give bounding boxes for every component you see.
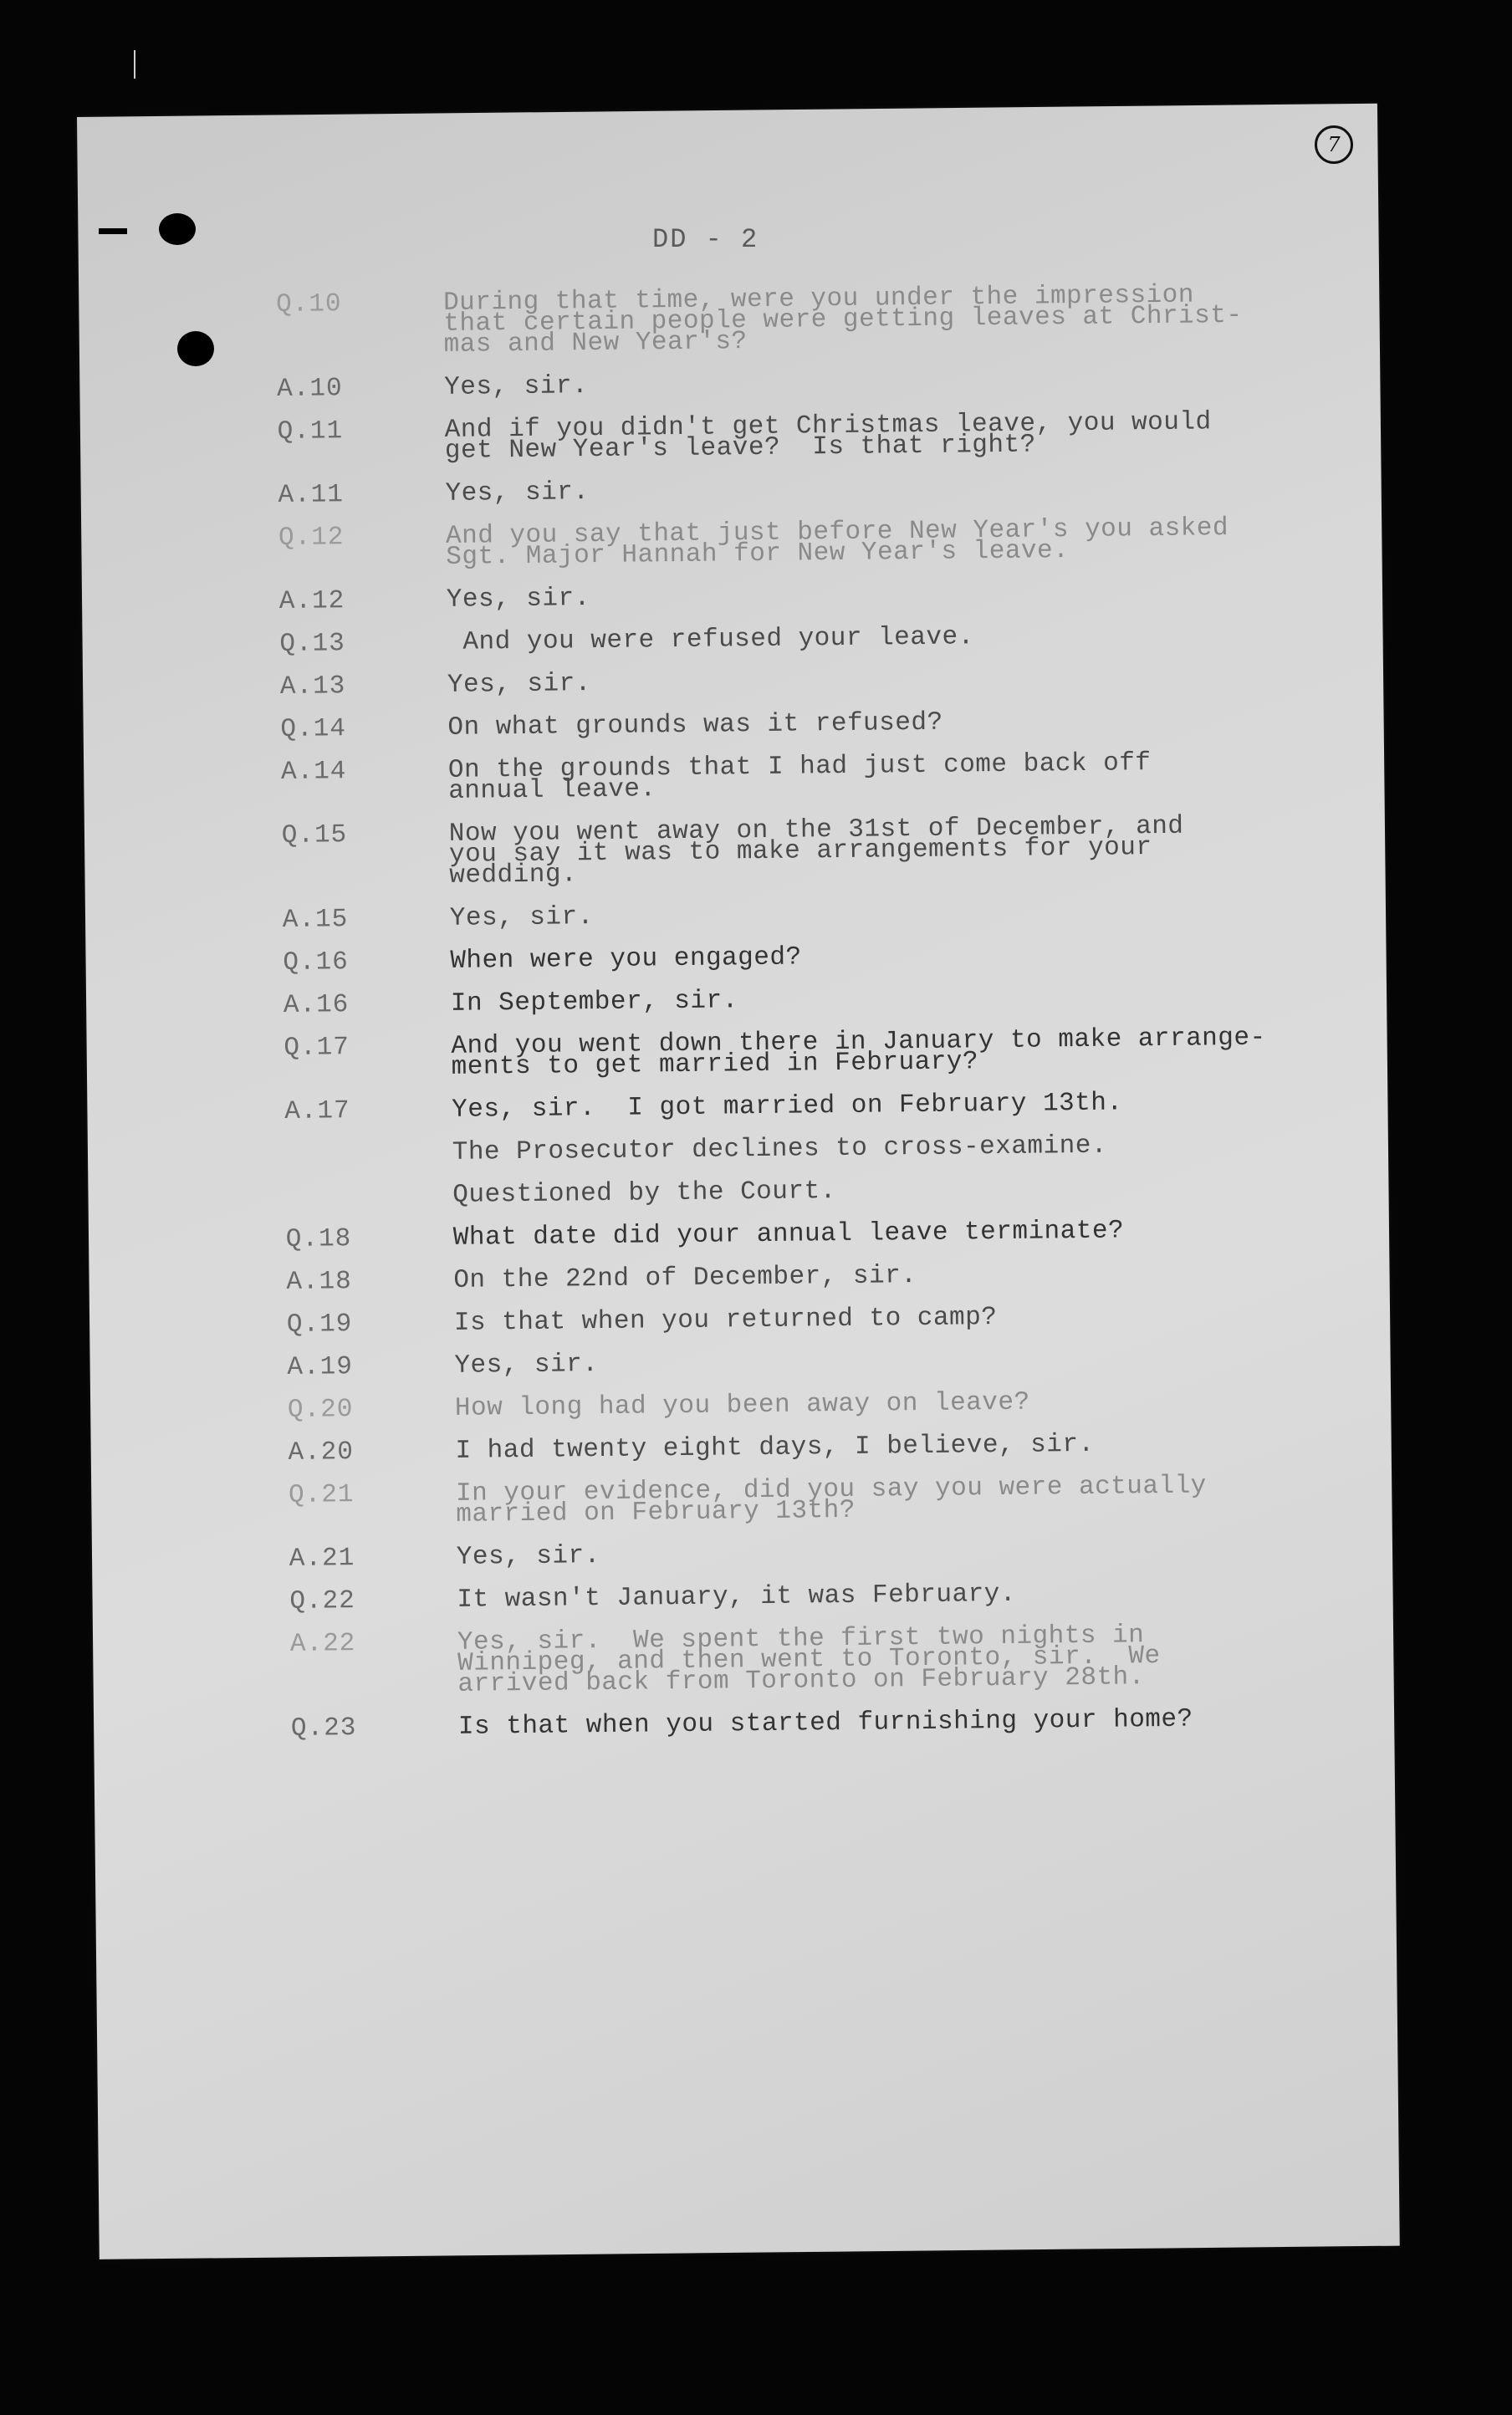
entry-text: And you were refused your leave. [447, 622, 974, 657]
entry-text: The Prosecutor declines to cross-examine. [452, 1131, 1108, 1167]
punch-hole-bottom [177, 331, 214, 366]
entry-label [285, 1185, 452, 1208]
entry-label: Q.13 [279, 629, 345, 659]
transcript-entry [285, 1216, 1306, 1254]
entry-label: A.15 [282, 905, 349, 935]
transcript-entry [286, 1303, 1307, 1340]
transcript-entry [289, 1579, 1310, 1616]
entry-text: Yes, sir. [447, 669, 592, 700]
transcript-entry [284, 1088, 1305, 1126]
entry-text: And you went down there in January to make arrange- ments to get married in February? [451, 1023, 1266, 1082]
transcript-entry [278, 513, 1299, 572]
transcript [275, 280, 1311, 1761]
transcript-entry [287, 1346, 1307, 1382]
transcript-entry [279, 666, 1300, 702]
page-header: DD - 2 [652, 224, 759, 255]
entry-label: A.18 [286, 1267, 352, 1297]
entry-text: Yes, sir. [449, 902, 594, 933]
transcript-entry [277, 368, 1297, 404]
transcript-entry [280, 748, 1301, 806]
entry-text: Yes, sir. [456, 1541, 600, 1572]
entry-text: On what grounds was it refused? [447, 707, 943, 743]
ink-dash [99, 228, 127, 234]
entry-label: A.16 [283, 990, 350, 1020]
transcript-entry [278, 474, 1298, 510]
transcript-entry [278, 580, 1300, 616]
entry-text: I had twenty eight days, I believe, sir. [455, 1429, 1095, 1466]
entry-label: Q.18 [285, 1224, 352, 1254]
entry-label: A.22 [289, 1629, 356, 1659]
transcript-entry [280, 707, 1300, 744]
entry-text: During that time, were you under the impression that certain people were getting leaves at Christ- mas and New Year's? [442, 280, 1243, 360]
transcript-note [285, 1133, 1305, 1165]
transcript-entry [287, 1387, 1308, 1425]
transcript-entry [289, 1538, 1310, 1574]
entry-text: How long had you been away on leave? [454, 1387, 1030, 1423]
entry-text: Yes, sir. We spent the first two nights in Winnipeg, and then went to Toronto, sir. We arrived back from Toronto on February 28th. [457, 1621, 1161, 1699]
entry-text: Questioned by the Court. [452, 1177, 836, 1210]
entry-label: A.12 [278, 586, 345, 616]
entry-text: Yes, sir. [443, 371, 589, 402]
entry-label [285, 1142, 452, 1165]
transcript-entry [283, 942, 1303, 978]
entry-label: A.21 [289, 1544, 355, 1574]
entry-label: Q.20 [287, 1395, 354, 1425]
entry-text: And you say that just before New Year's you asked Sgt. Major Hannah for New Year's leave. [445, 513, 1229, 572]
entry-label: A.19 [287, 1352, 354, 1382]
entry-text: Is that when you returned to camp? [453, 1303, 998, 1338]
transcript-entry [288, 1471, 1309, 1529]
entry-text: Yes, sir. [454, 1350, 599, 1381]
transcript-entry [283, 984, 1304, 1020]
punch-hole-top [159, 213, 196, 245]
entry-label: Q.11 [277, 416, 344, 447]
transcript-entry [290, 1704, 1311, 1744]
transcript-entry [279, 622, 1300, 659]
entry-text: Now you went away on the 31st of December, and you say it was to make arrangements for your wedding. [448, 811, 1184, 891]
entry-label: A.13 [279, 671, 346, 702]
transcript-entry [281, 811, 1303, 891]
entry-label: Q.14 [280, 714, 347, 744]
transcript-entry [275, 280, 1297, 360]
entry-text: On the 22nd of December, sir. [453, 1261, 917, 1295]
entry-text: Yes, sir. [446, 584, 590, 615]
edge-mark [134, 50, 135, 79]
entry-label: Q.23 [290, 1713, 357, 1744]
entry-text: In September, sir. [450, 986, 738, 1019]
entry-label: Q.17 [284, 1033, 350, 1063]
entry-label: Q.16 [283, 947, 349, 978]
entry-label: Q.12 [278, 523, 345, 553]
entry-label: Q.22 [289, 1586, 355, 1616]
entry-label: A.10 [277, 374, 343, 404]
folio-number: 7 [1315, 125, 1353, 164]
entry-label: Q.15 [281, 820, 348, 850]
entry-text: It wasn't January, it was February. [457, 1579, 1017, 1615]
entry-label: A.17 [284, 1096, 350, 1126]
transcript-entry [288, 1429, 1308, 1468]
entry-label: Q.21 [288, 1480, 355, 1510]
transcript-entry [290, 1623, 1311, 1697]
entry-label: Q.10 [275, 289, 342, 319]
entry-label: A.20 [288, 1437, 355, 1468]
entry-label: Q.19 [286, 1310, 353, 1340]
transcript-entry [286, 1261, 1306, 1297]
entry-label: A.14 [280, 757, 347, 787]
entry-text: In your evidence, did you say you were actually married on February 13th? [455, 1471, 1208, 1529]
entry-text: Yes, sir. [445, 477, 590, 508]
transcript-entry [282, 899, 1303, 935]
entry-text: On the grounds that I had just come back off annual leave. [447, 748, 1152, 806]
entry-text: Is that when you started furnishing your home? [457, 1704, 1193, 1742]
entry-text: Yes, sir. I got married on February 13th. [452, 1088, 1123, 1125]
transcript-entry [277, 407, 1298, 466]
entry-text: And if you didn't get Christmas leave, you would get New Year's leave? Is that right? [444, 407, 1212, 466]
entry-text: What date did your annual leave terminate? [452, 1216, 1125, 1253]
transcript-entry [284, 1023, 1304, 1082]
entry-text: When were you engaged? [450, 942, 802, 976]
entry-label: A.11 [278, 480, 345, 510]
transcript-note [285, 1176, 1305, 1208]
